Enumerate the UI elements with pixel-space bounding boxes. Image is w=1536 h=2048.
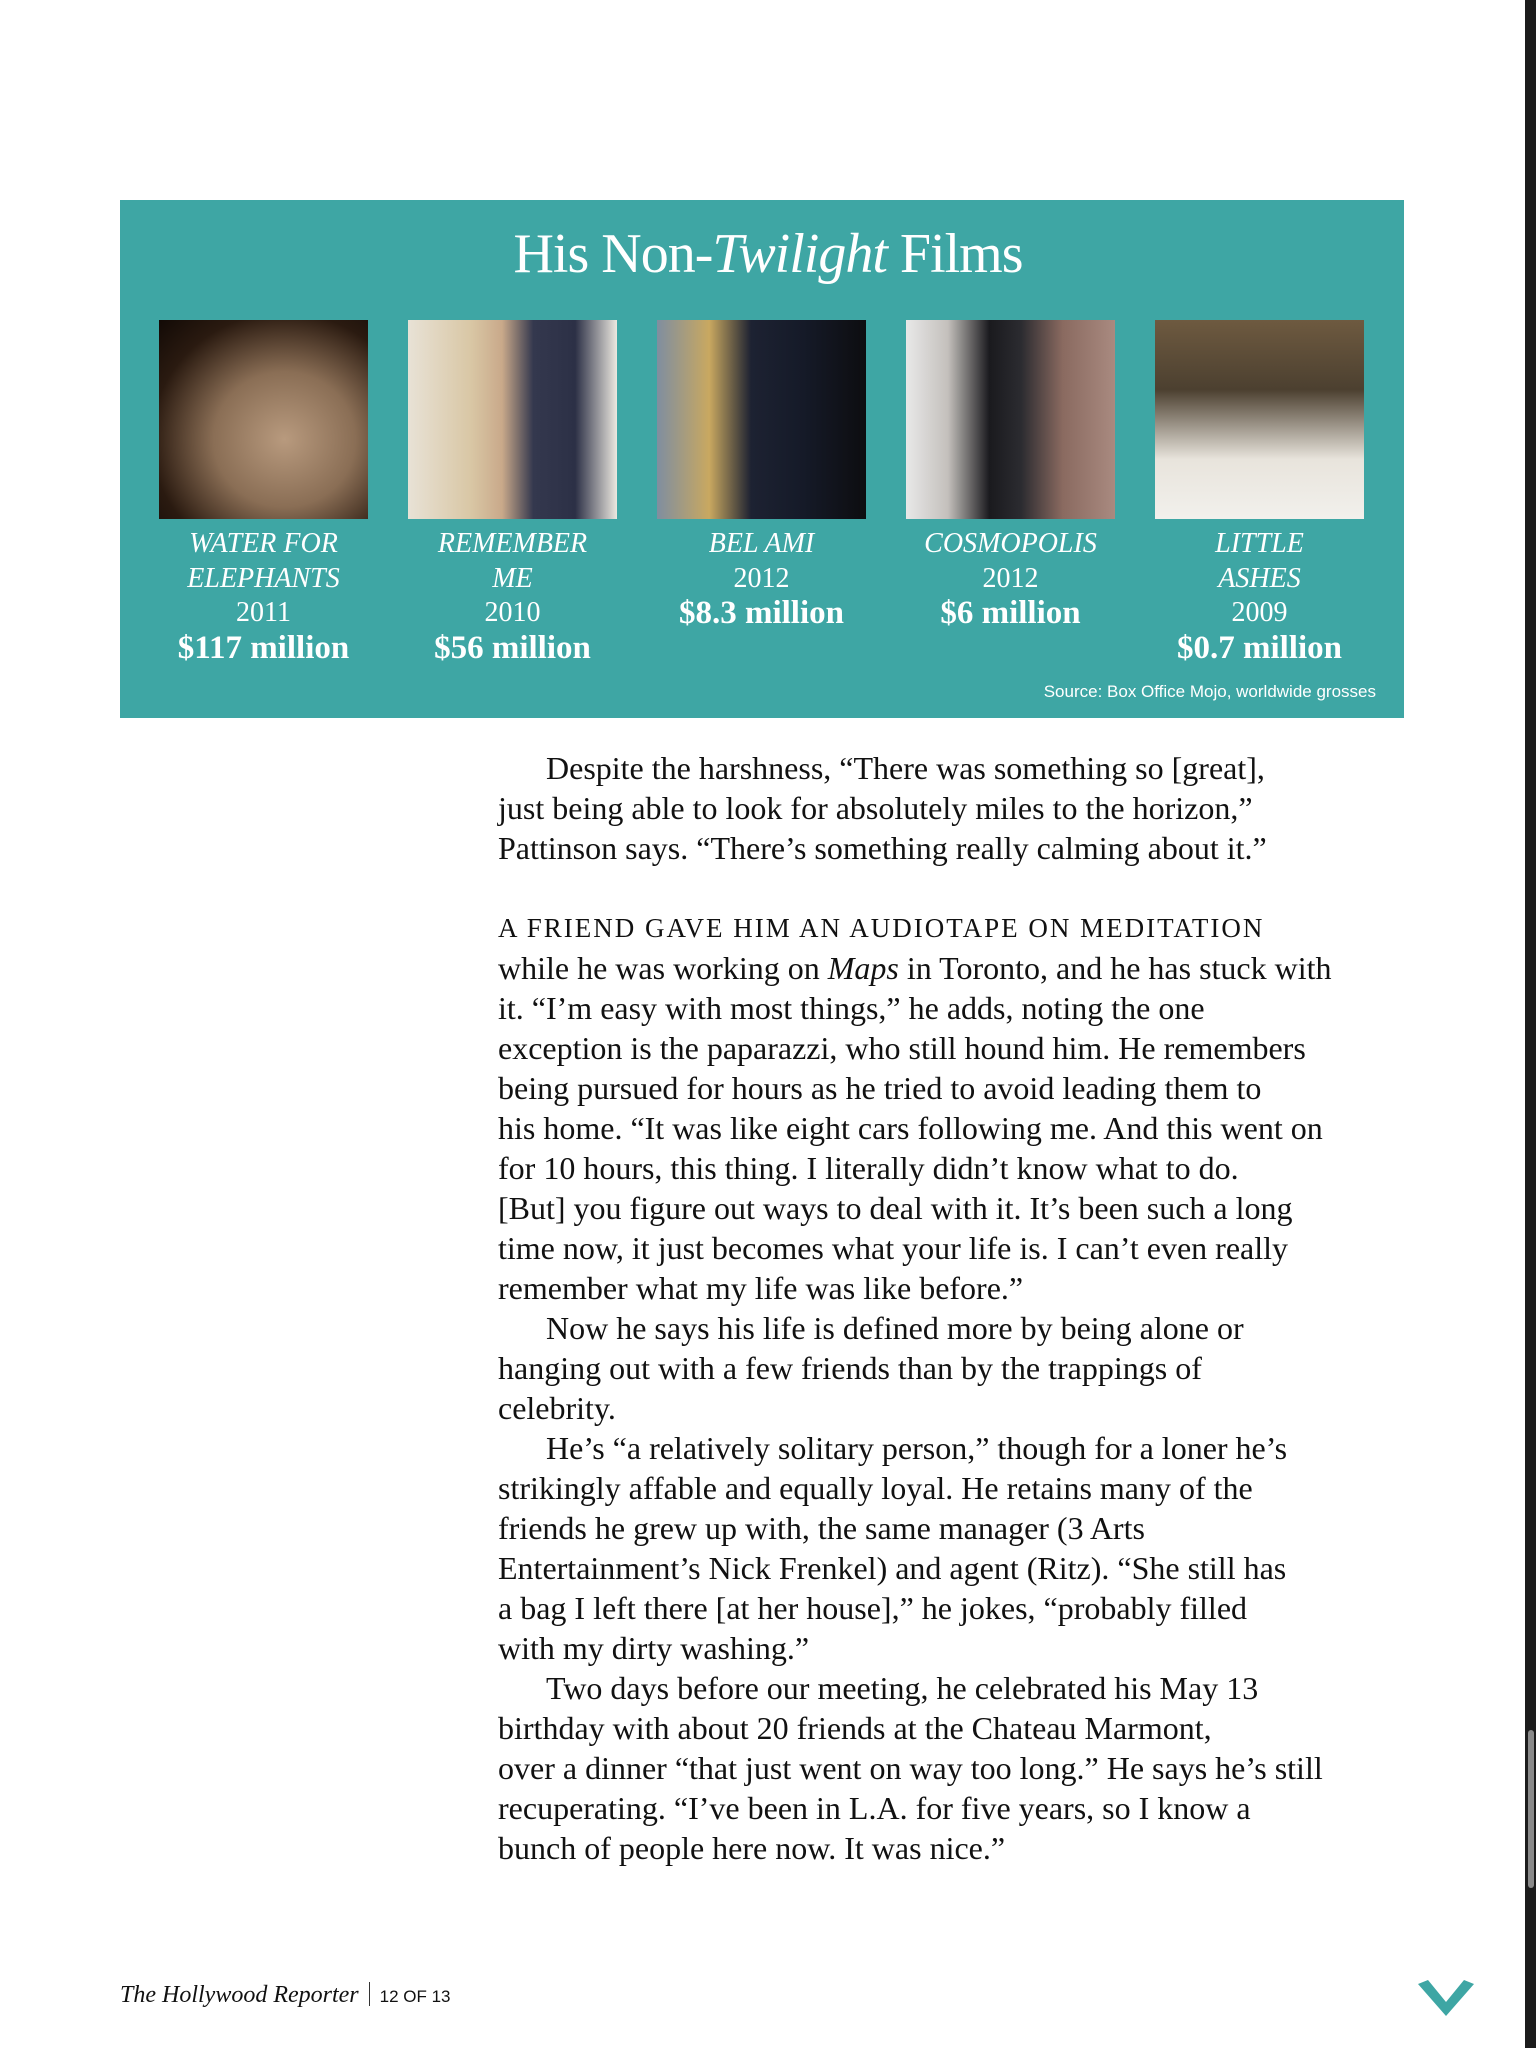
text-line: bunch of people here now. It was nice.” [498, 1830, 1006, 1866]
text-line: it. “I’m easy with most things,” he adds, noting the one [498, 990, 1205, 1026]
film-title: WATER FOR [189, 528, 338, 559]
film-still-image [1155, 320, 1364, 519]
text-line [498, 948, 1418, 988]
footer [120, 1982, 451, 2009]
text-line: celebrity. [498, 1390, 616, 1426]
text-line: Pattinson says. “There’s something really calming about it.” [498, 830, 1267, 866]
article-body [498, 748, 1418, 1868]
text-line: Two days before our meeting, he celebrated his May 13 [546, 1670, 1259, 1706]
film-year: 2011 [236, 597, 291, 628]
film-caption [657, 527, 866, 631]
film-card [159, 320, 368, 665]
title-italic: Twilight [712, 223, 887, 285]
scrollbar-thumb[interactable] [1528, 1730, 1534, 1888]
film-title: REMEMBER [437, 528, 588, 559]
film-still-image [159, 320, 368, 519]
text-line: time now, it just becomes what your life is. I can’t even really [498, 1230, 1288, 1266]
infobox-title [0, 222, 1536, 286]
text-line: Despite the harshness, “There was something so [great], [546, 750, 1265, 786]
text-line: over a dinner “that just went on way too long.” He says he’s still [498, 1750, 1323, 1786]
film-card [408, 320, 617, 665]
film-title-italic: Maps [827, 950, 899, 986]
film-title: BEL AMI [708, 528, 815, 559]
text-line: recuperating. “I’ve been in L.A. for five years, so I know a [498, 1790, 1251, 1826]
film-caption [159, 527, 368, 665]
text-line: friends he grew up with, the same manager (3 Arts [498, 1510, 1145, 1546]
film-title: COSMOPOLIS [924, 528, 1097, 559]
text-line: Now he says his life is defined more by being alone or [546, 1310, 1244, 1346]
source-note: Source: Box Office Mojo, worldwide grosses [1043, 682, 1376, 701]
film-title: ME [492, 562, 533, 594]
film-gross: $56 million [434, 629, 591, 666]
text-line: birthday with about 20 friends at the Chateau Marmont, [498, 1710, 1212, 1746]
text-line: a bag I left there [at her house],” he jokes, “probably filled [498, 1590, 1248, 1626]
film-year: 2012 [982, 562, 1039, 594]
film-gross: $6 million [940, 595, 1081, 631]
film-caption [408, 527, 617, 665]
film-gross: $117 million [177, 629, 350, 666]
film-still-image [408, 320, 617, 519]
text-line: [But] you figure out ways to deal with it. It’s been such a long [498, 1190, 1293, 1226]
text-segment: while he was working on [498, 950, 828, 986]
text-line: hanging out with a few friends than by the trappings of [498, 1350, 1202, 1386]
film-card [1155, 320, 1364, 665]
text-line: just being able to look for absolutely miles to the horizon,” [498, 790, 1253, 826]
chevron-down-icon[interactable] [1418, 1980, 1474, 2016]
text-line: with my dirty washing.” [498, 1630, 810, 1666]
film-year: 2010 [484, 597, 541, 628]
film-title: ELEPHANTS [187, 562, 340, 594]
film-year: 2012 [733, 562, 790, 594]
divider [369, 1982, 370, 2006]
film-caption [1155, 527, 1364, 665]
text-segment: in Toronto, and he has stuck with [898, 950, 1332, 986]
title-part: His Non- [513, 223, 713, 285]
film-gross: $0.7 million [1176, 629, 1343, 666]
film-title: ASHES [1218, 562, 1301, 594]
page-indicator: 12 OF 13 [379, 1987, 451, 2006]
film-year: 2009 [1231, 597, 1288, 628]
film-card [906, 320, 1115, 631]
film-gross: $8.3 million [678, 595, 845, 631]
text-line: exception is the paparazzi, who still hound him. He remembers [498, 1030, 1306, 1066]
text-line: remember what my life was like before.” [498, 1270, 1024, 1306]
text-line: Entertainment’s Nick Frenkel) and agent (Ritz). “She still has [498, 1550, 1287, 1586]
text-line: for 10 hours, this thing. I literally didn’t know what to do. [498, 1150, 1239, 1186]
text-line: A FRIEND GAVE HIM AN AUDIOTAPE ON MEDITATION [498, 913, 1265, 943]
text-line: his home. “It was like eight cars following me. And this went on [498, 1110, 1323, 1146]
text-line: He’s “a relatively solitary person,” though for a loner he’s [546, 1430, 1288, 1466]
film-title: LITTLE [1215, 528, 1304, 559]
film-caption [906, 527, 1115, 631]
publication-name: The Hollywood Reporter [120, 1982, 359, 2008]
text-line: strikingly affable and equally loyal. He retains many of the [498, 1470, 1253, 1506]
text-line: being pursued for hours as he tried to avoid leading them to [498, 1070, 1262, 1106]
film-card [657, 320, 866, 631]
paragraph-gap [498, 868, 1418, 908]
film-still-image [657, 320, 866, 519]
film-still-image [906, 320, 1115, 519]
title-part: Films [886, 223, 1023, 285]
